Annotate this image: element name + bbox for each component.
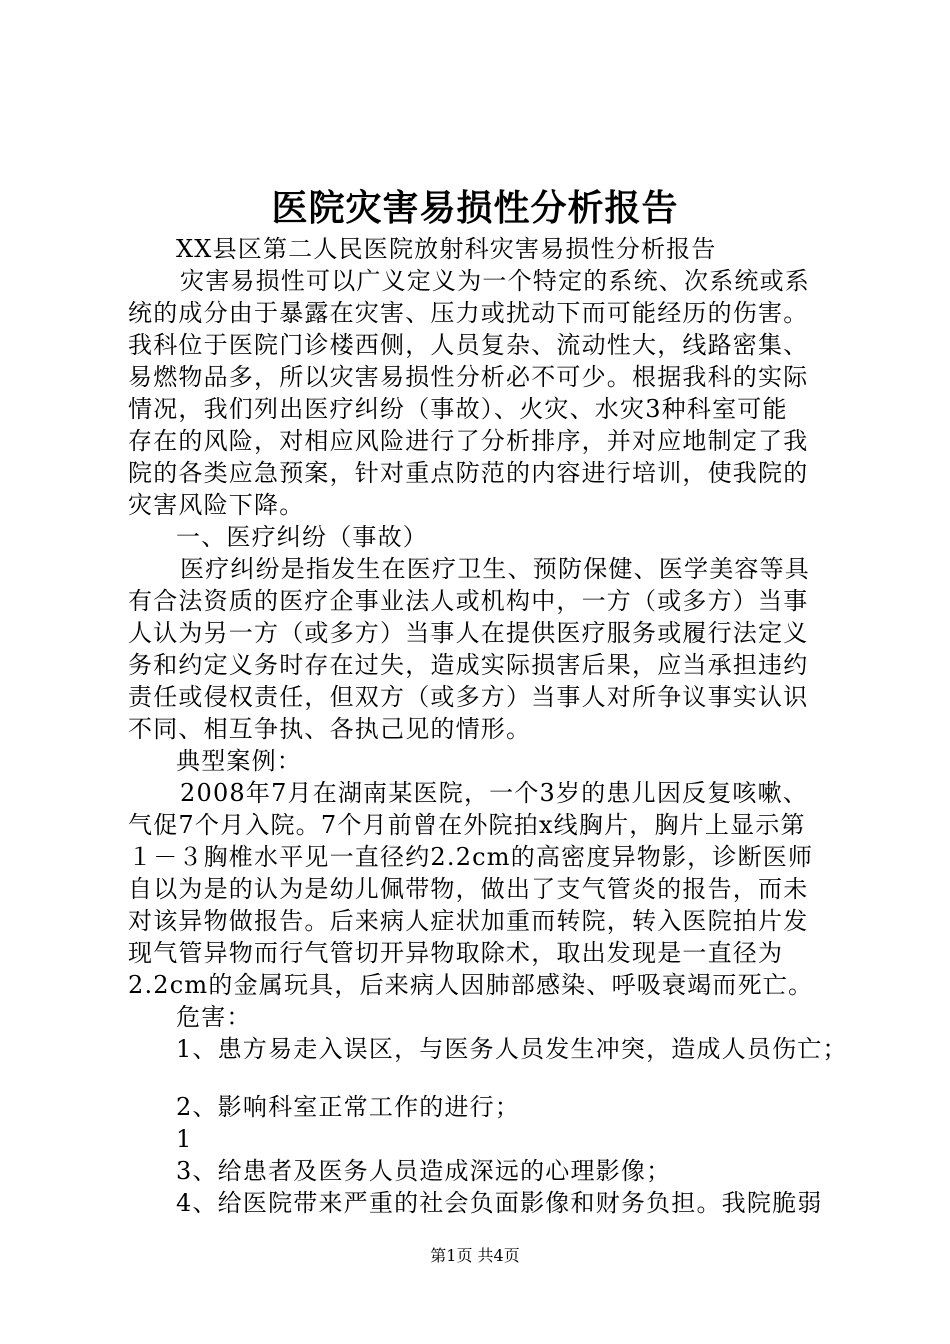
paragraph-line: 易燃物品多，所以灾害易损性分析必不可少。根据我科的实际 [128, 363, 809, 391]
document-title: 医院灾害易损性分析报告 [271, 187, 679, 229]
paragraph-line: 情况，我们列出医疗纠纷（事故）、火灾、水灾3种科室可能 [128, 395, 788, 423]
paragraph-line: 自以为是的认为是幼儿佩带物，做出了支气管炎的报告，而未 [128, 875, 809, 903]
list-item: 3、给患者及医务人员造成深远的心理影像； [176, 1157, 672, 1185]
subtitle-line: XX县区第二人民医院放射科灾害易损性分析报告 [176, 235, 717, 263]
paragraph-line: 灾害易损性可以广义定义为一个特定的系统、次系统或系 [180, 267, 810, 295]
paragraph-line: 现气管异物而行气管切开异物取除术，取出发现是一直径为 [128, 939, 784, 967]
paragraph-line: 气促7个月入院。7个月前曾在外院拍x线胸片，胸片上显示第 [128, 811, 806, 839]
list-item: 1、患方易走入误区，与医务人员发生冲突，造成人员伤亡； [176, 1035, 848, 1063]
paragraph-line: 责任或侵权责任，但双方（或多方）当事人对所争议事实认识 [128, 683, 809, 711]
paragraph-line: 医疗纠纷是指发生在医疗卫生、预防保健、医学美容等具 [180, 555, 810, 583]
paragraph-line: 有合法资质的医疗企事业法人或机构中，一方（或多方）当事 [128, 587, 809, 615]
paragraph-line: 人认为另一方（或多方）当事人在提供医疗服务或履行法定义 [128, 619, 809, 647]
page-footer: 第1页 共4页 [430, 1246, 520, 1265]
case-heading: 典型案例： [176, 747, 302, 775]
paragraph-line: 我科位于医院门诊楼西侧，人员复杂、流动性大，线路密集、 [128, 331, 809, 359]
paragraph-line: 存在的风险，对相应风险进行了分析排序，并对应地制定了我 [128, 427, 809, 455]
harm-heading: 危害： [176, 1003, 252, 1031]
paragraph-line: 不同、相互争执、各执己见的情形。 [128, 715, 532, 743]
paragraph-line: 2008年7月在湖南某医院，一个3岁的患儿因反复咳嗽、 [180, 779, 809, 807]
stray-number: 1 [176, 1125, 193, 1153]
list-item: 2、影响科室正常工作的进行； [176, 1093, 521, 1121]
paragraph-line: 务和约定义务时存在过失，造成实际损害后果，应当承担违约 [128, 651, 809, 679]
list-item: 4、给医院带来严重的社会负面影像和财务负担。我院脆弱 [176, 1189, 823, 1217]
paragraph-line: 院的各类应急预案，针对重点防范的内容进行培训，使我院的 [128, 459, 809, 487]
paragraph-line: 灾害风险下降。 [128, 491, 305, 519]
paragraph-line: 统的成分由于暴露在灾害、压力或扰动下而可能经历的伤害。 [128, 299, 809, 327]
section-heading: 一、医疗纠纷（事故） [176, 523, 428, 551]
paragraph-line: 2.2cm的金属玩具，后来病人因肺部感染、呼吸衰竭而死亡。 [128, 971, 814, 999]
paragraph-line: 对该异物做报告。后来病人症状加重而转院，转入医院拍片发 [128, 907, 809, 935]
paragraph-line: １－３胸椎水平见一直径约2.2cm的高密度异物影，诊断医师 [128, 843, 814, 871]
